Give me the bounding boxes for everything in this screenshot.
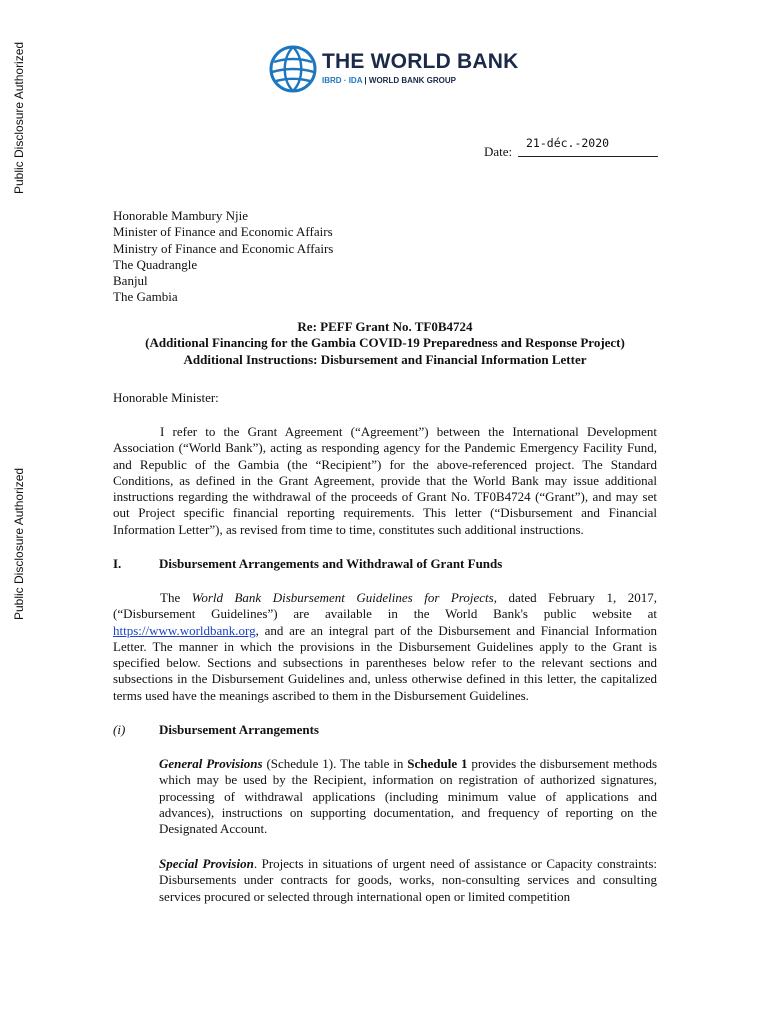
address-line: Minister of Finance and Economic Affairs <box>113 224 333 240</box>
date-underline <box>518 156 658 157</box>
section-number: I. <box>113 556 122 571</box>
general-provisions-paragraph: General Provisions (Schedule 1). The table in Schedule 1 provides the disbursement methods which may be used by the Recipient, information on registration of authorized signatures, processing of withdrawal applications (including minimum value of applications and advances), instructions on supporting documentation, and frequency of reporting on the Designated Account. <box>159 756 658 837</box>
world-bank-logo <box>268 44 519 100</box>
logo-name: THE WORLD BANK <box>322 50 519 73</box>
subject-line: Additional Instructions: Disbursement and Financial Information Letter <box>183 351 587 367</box>
guidelines-title: World Bank Disbursement Guidelines for Projects <box>191 590 494 605</box>
subject-line: (Additional Financing for the Gambia COVID-19 Preparedness and Response Project) <box>145 335 625 351</box>
globe-icon <box>268 44 318 94</box>
address-line: The Gambia <box>113 289 178 305</box>
special-provision-paragraph: Special Provision. Projects in situations of urgent need of assistance or Capacity constraints: Disbursements under contracts for goods, works, non-consulting services and consulting services procured or selected through international open or limited competition <box>159 856 658 904</box>
address-line: Ministry of Finance and Economic Affairs <box>113 240 334 256</box>
subject-line: Re: PEFF Grant No. TF0B4724 <box>297 319 473 334</box>
address-line: Banjul <box>113 273 148 289</box>
subject-heading <box>113 319 657 368</box>
disclosure-stamp-top: Public Disclosure Authorized <box>12 41 26 194</box>
recipient-address <box>113 208 513 306</box>
logo-subtitle: IBRD · IDA | WORLD BANK GROUP <box>322 76 457 85</box>
guidelines-paragraph: The World Bank Disbursement Guidelines for Projects, dated February 1, 2017, (“Disbursement Guidelines”) are available in the World Bank's public website at https://www.worldbank.org, and are an integral part of the Disbursement and Financial Information Letter. The manner in which the provisions in the Disbursement Guidelines apply to the Grant is specified below. Sections and subsections in parentheses below refer to the relevant sections and subsections in the Disbursement Guidelines and, unless otherwise defined in this letter, the capitalized terms used have the meanings ascribed to them in the Disbursement Guidelines. <box>113 590 657 703</box>
intro-paragraph: I refer to the Grant Agreement (“Agreement”) between the International Development Association (“World Bank”), acting as responding agency for the Pandemic Emergency Facility Fund, and Republic of the Gambia (the “Recipient”) for the above-referenced project. The Standard Conditions, as defined in the Grant Agreement, provide that the World Bank may issue additional instructions regarding the withdrawal of the proceeds of Grant No. TF0B4724 (“Grant”), and may set out Project specific financial reporting requirements. This letter (“Disbursement and Financial Information Letter”), as revised from time to time, constitutes such additional instructions. <box>113 424 657 537</box>
date-label: Date: <box>484 144 513 159</box>
address-line: Honorable Mambury Njie <box>113 208 249 223</box>
date-block <box>482 136 662 162</box>
address-line: The Quadrangle <box>113 256 198 272</box>
subsection-number: (i) <box>113 722 126 737</box>
section-title: Disbursement Arrangements and Withdrawal of Grant Funds <box>159 556 503 571</box>
disclosure-stamp-middle: Public Disclosure Authorized <box>12 467 26 620</box>
worldbank-link[interactable]: https://www.worldbank.org <box>113 622 256 638</box>
date-value: 21-déc.-2020 <box>526 136 610 150</box>
salutation: Honorable Minister: <box>113 390 219 405</box>
subsection-title: Disbursement Arrangements <box>159 722 319 737</box>
